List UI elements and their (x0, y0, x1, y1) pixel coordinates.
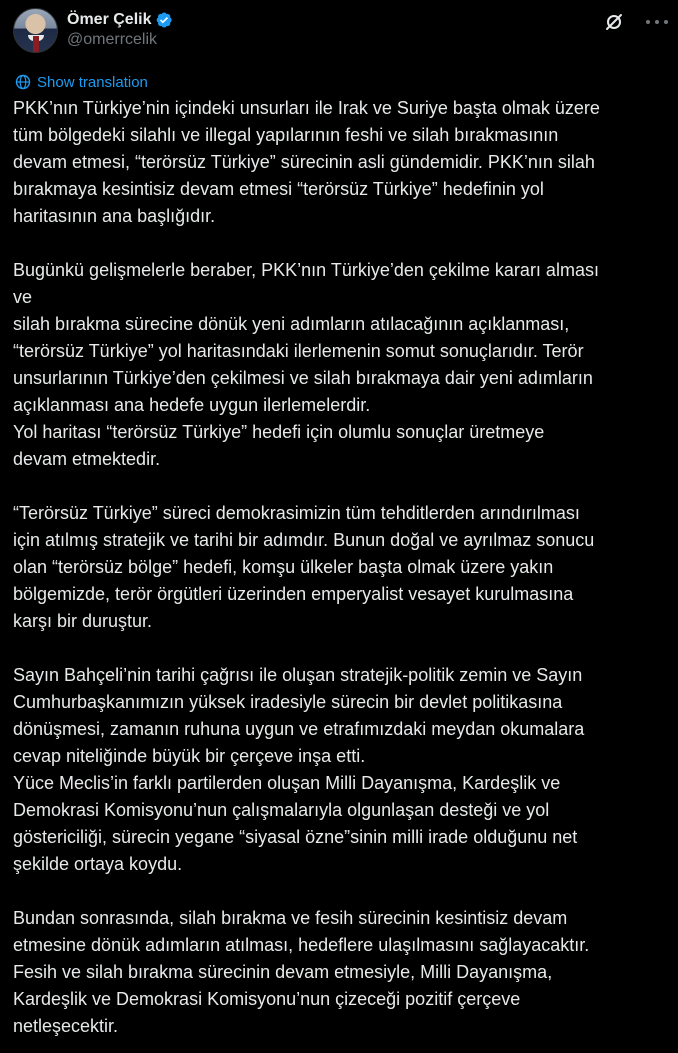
grok-icon[interactable] (604, 12, 624, 32)
more-dot-icon (655, 20, 659, 24)
globe-icon (15, 74, 31, 90)
show-translation-link[interactable] (15, 73, 148, 91)
tweet-text-line: karşı bir duruştur. (13, 611, 153, 631)
tweet-text-line: Cumhurbaşkanımızın yüksek iradesiyle sürecin bir devlet politikasına (13, 692, 563, 712)
tweet-text-line: Kardeşlik ve Demokrasi Komisyonu’nun çizeceği pozitif çerçeve (13, 989, 521, 1009)
tweet-text-line: tüm bölgedeki silahlı ve illegal yapılarının feshi ve silah bırakmasının (13, 125, 559, 145)
tweet-text (13, 95, 663, 1040)
more-dot-icon (646, 20, 650, 24)
tweet-text-line: bırakmaya kesintisiz devam etmesi “terörsüz Türkiye” hedefinin yol (13, 179, 544, 199)
more-icon[interactable] (646, 12, 668, 32)
author-handle[interactable]: @omerrcelik (67, 31, 158, 48)
tweet-text-line: “Terörsüz Türkiye” süreci demokrasimizin tüm tehditlerden arındırılması (13, 503, 580, 523)
tweet-text-line: açıklanması ana hedefe uygun ilerlemelerdir. (13, 395, 371, 415)
paragraph-spacer (13, 878, 663, 905)
tweet-text-line: göstericiliği, sürecin yegane “siyasal özne”sinin milli irade olduğunu net (13, 827, 578, 847)
tweet-text-line: için atılmış stratejik ve tarihi bir adımdır. Bunun doğal ve ayrılmaz sonucu (13, 530, 595, 550)
tweet-text-line: Demokrasi Komisyonu’nun çalışmalarıyla olgunlaşan desteği ve yol (13, 800, 550, 820)
tweet-text-line: ve (13, 287, 33, 307)
tweet-text-line: “terörsüz Türkiye” yol haritasındaki ilerlemenin somut sonuçlarıdır. Terör (13, 341, 584, 361)
tweet-text-line: haritasının ana başlığıdır. (13, 206, 216, 226)
author-names (67, 10, 173, 49)
header-actions (604, 12, 668, 32)
tweet-text-line: Yüce Meclis’in farklı partilerden oluşan Milli Dayanışma, Kardeşlik ve (13, 773, 561, 793)
tweet-text-line: cevap niteliğinde büyük bir çerçeve inşa etti. (13, 746, 366, 766)
tweet-header (13, 8, 668, 56)
tweet-text-line: Yol haritası “terörsüz Türkiye” hedefi için olumlu sonuçlar üretmeye (13, 422, 545, 442)
paragraph-spacer (13, 230, 663, 257)
tweet-text-line: bölgemizde, terör örgütleri üzerinden emperyalist vesayet kurulmasına (13, 584, 574, 604)
tweet-text-line: Bugünkü gelişmelerle beraber, PKK’nın Türkiye’den çekilme kararı alması (13, 260, 599, 280)
tweet-text-line: silah bırakma sürecine dönük yeni adımların atılacağının açıklanması, (13, 314, 570, 334)
show-translation-label: Show translation (37, 73, 148, 91)
tweet-text-line: devam etmektedir. (13, 449, 161, 469)
verified-badge-icon (155, 11, 173, 29)
avatar-tie (33, 36, 39, 53)
more-dot-icon (664, 20, 668, 24)
avatar[interactable] (13, 8, 58, 53)
tweet-text-line: etmesine dönük adımların atılması, hedeflere ulaşılmasını sağlayacaktır. (13, 935, 590, 955)
paragraph-spacer (13, 635, 663, 662)
author-display-name[interactable]: Ömer Çelik (67, 11, 152, 28)
tweet-text-line: Sayın Bahçeli’nin tarihi çağrısı ile oluşan stratejik-politik zemin ve Sayın (13, 665, 583, 685)
tweet-text-line: dönüşmesi, zamanın ruhuna uygun ve etrafımızdaki meydan okumalara (13, 719, 585, 739)
paragraph-spacer (13, 473, 663, 500)
tweet-text-line: şekilde ortaya koydu. (13, 854, 183, 874)
tweet-text-line: Fesih ve silah bırakma sürecinin devam etmesiyle, Milli Dayanışma, (13, 962, 553, 982)
tweet-text-line: olan “terörsüz bölge” hedefi, komşu ülkeler başta olmak üzere yakın (13, 557, 554, 577)
tweet-text-line: PKK’nın Türkiye’nin içindeki unsurları ile Irak ve Suriye başta olmak üzere (13, 98, 600, 118)
name-row (67, 10, 173, 30)
tweet-text-line: Bundan sonrasında, silah bırakma ve fesih sürecinin kesintisiz devam (13, 908, 568, 928)
tweet-text-line: unsurlarının Türkiye’den çekilmesi ve silah bırakmaya dair yeni adımların (13, 368, 593, 388)
tweet-text-line: devam etmesi, “terörsüz Türkiye” sürecinin asli gündemidir. PKK’nın silah (13, 152, 595, 172)
tweet-text-line: netleşecektir. (13, 1016, 119, 1036)
